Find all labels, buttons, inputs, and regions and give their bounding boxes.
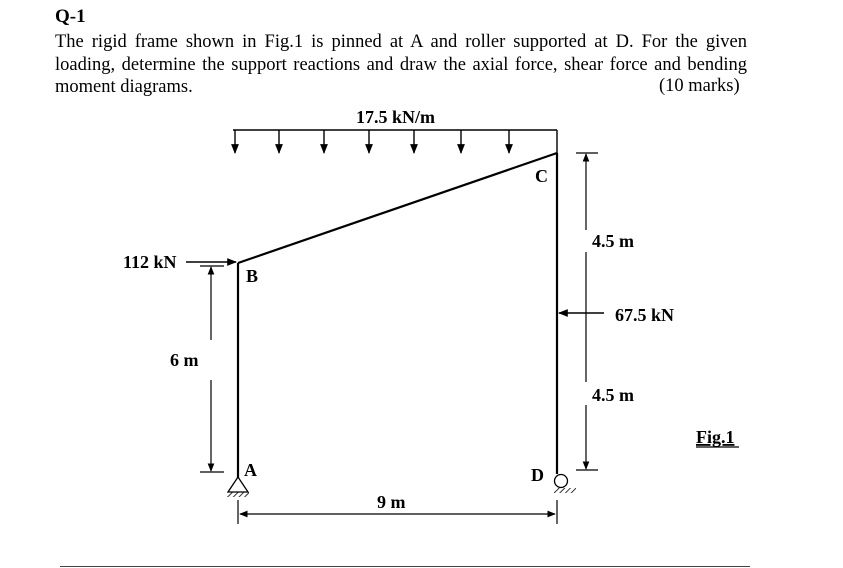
dimension-left-height (200, 266, 224, 472)
question-line-1: The rigid frame shown in Fig.1 is pinned at A and roller supported at D. For the given (55, 32, 747, 52)
node-c-label: C (535, 166, 548, 186)
point-load-left-label: 112 kN (123, 252, 177, 272)
roller-support-d (554, 475, 576, 494)
udl-label: 17.5 kN/m (356, 107, 436, 127)
node-b-label: B (246, 266, 259, 286)
question-number: Q-1 (55, 6, 86, 27)
dimension-right-height (576, 153, 598, 470)
udl-load (233, 130, 557, 153)
bottom-rule (60, 566, 750, 567)
frame-members (238, 153, 557, 484)
point-load-right-label: 67.5 kN (615, 305, 675, 325)
node-d-label: D (531, 465, 544, 485)
member-bc (238, 153, 557, 263)
pin-support-a (227, 477, 249, 497)
dim-right-lower-label: 4.5 m (592, 385, 634, 405)
question-line-2: loading, determine the support reactions and draw the axial force, shear force and (55, 54, 681, 75)
question-marks: (10 marks) (659, 76, 740, 96)
dim-span-label: 9 m (377, 492, 406, 512)
dim-right-upper-label: 4.5 m (592, 231, 634, 251)
dim-left-height-label: 6 m (170, 350, 199, 370)
node-a-label: A (244, 460, 257, 480)
question-line-3: bending moment diagrams. (55, 54, 748, 97)
figure-caption: Fig.1 (696, 427, 735, 447)
